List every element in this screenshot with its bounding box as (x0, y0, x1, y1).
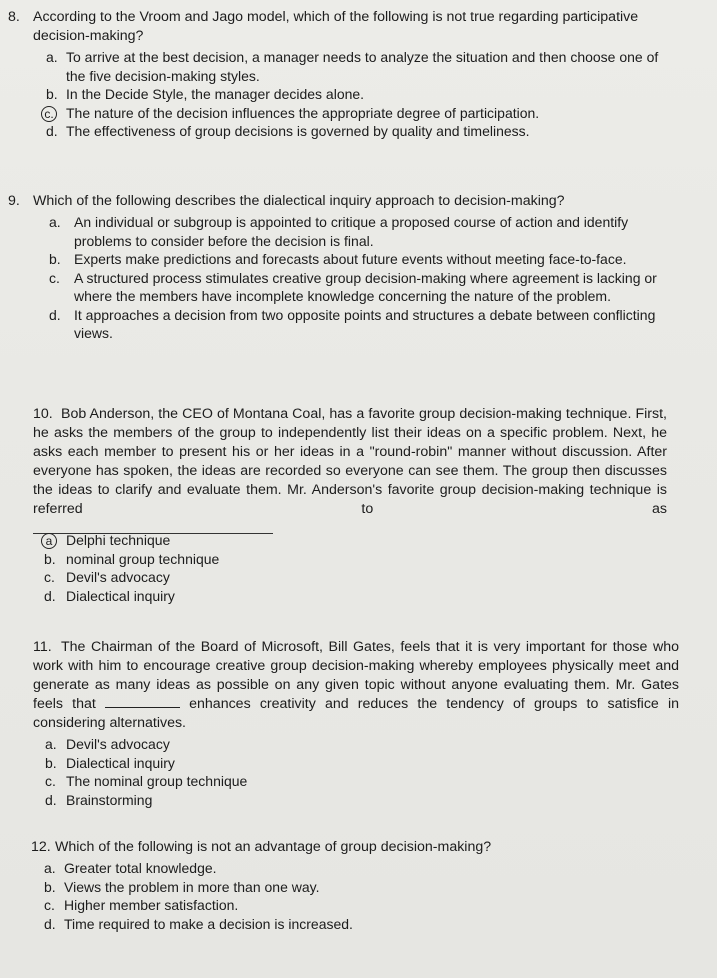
option-list (0, 859, 717, 933)
option-letter: a. (45, 736, 57, 752)
option-a[interactable] (0, 213, 717, 250)
option-d[interactable] (0, 915, 717, 934)
option-text: nominal group technique (66, 550, 220, 567)
option-text: Higher member satisfaction. (64, 897, 239, 913)
selected-answer-mark: c. (44, 104, 57, 123)
question-stem (0, 192, 717, 211)
question-number: 9. (8, 193, 20, 209)
option-text: The effectiveness of group decisions is governed by quality and timeliness. (66, 123, 530, 139)
option-text: Views the problem in more than one way. (64, 878, 320, 895)
option-text: A structured process stimulates creative group decision-making where agreement is lacking or where the members have incomplete knowledge concerning the nature of the problem. (74, 269, 657, 304)
option-text: The nominal group technique (66, 773, 248, 789)
question-12 (0, 838, 717, 933)
question-number: 8. (8, 9, 20, 25)
answer-blank[interactable] (105, 695, 180, 708)
option-letter: b. (44, 550, 56, 567)
option-text: Dialectical inquiry (66, 587, 175, 604)
option-list (0, 48, 717, 141)
option-c[interactable] (0, 104, 717, 123)
option-text: Delphi technique (66, 532, 171, 548)
option-letter: b. (49, 251, 61, 267)
question-number: 10. (33, 406, 53, 422)
option-list (0, 531, 717, 605)
option-list (0, 213, 717, 343)
option-text: Devil's advocacy (66, 736, 170, 752)
option-text: An individual or subgroup is appointed to critique a proposed course of action and identify problems to consider before the decision is final. (74, 214, 629, 249)
option-letter: b. (44, 878, 56, 895)
option-b[interactable] (0, 85, 717, 104)
option-d[interactable] (0, 306, 717, 343)
question-stem (0, 405, 717, 519)
option-letter: a. (46, 49, 58, 65)
question-stem (0, 638, 717, 733)
question-text: According to the Vroom and Jago model, which of the following is not true regarding participative decision-making? (33, 9, 639, 44)
question-text-part-2: enhances creativity and reduces the tendency of groups to satisfice in considering alternatives. (33, 696, 679, 731)
option-text: To arrive at the best decision, a manager needs to analyze the situation and then choose one of the five decision-making styles. (66, 49, 659, 84)
option-list (0, 735, 717, 809)
option-text: Greater total knowledge. (64, 860, 217, 876)
option-letter: d. (45, 791, 57, 808)
question-text: Which of the following describes the dialectical inquiry approach to decision-making? (33, 193, 565, 209)
option-letter: a. (44, 860, 56, 876)
option-b[interactable] (0, 754, 717, 773)
option-letter: d. (46, 123, 58, 139)
option-letter: c. (44, 569, 55, 585)
option-c[interactable] (0, 896, 717, 915)
question-10 (0, 405, 717, 605)
question-stem (0, 8, 717, 46)
option-a[interactable] (0, 48, 717, 85)
question-8 (0, 8, 717, 141)
option-text: Experts make predictions and forecasts about future events without meeting face-to-face. (74, 251, 627, 267)
question-text (0, 638, 717, 733)
option-letter: b. (46, 86, 58, 102)
option-c[interactable] (0, 568, 717, 587)
option-letter: d. (49, 306, 61, 323)
option-d[interactable] (0, 122, 717, 141)
option-text: Devil's advocacy (66, 569, 170, 585)
option-letter: a. (49, 214, 61, 230)
question-number: 12. (31, 839, 51, 855)
option-d[interactable] (0, 587, 717, 606)
option-text: In the Decide Style, the manager decides alone. (66, 86, 365, 102)
option-d[interactable] (0, 791, 717, 810)
question-stem (0, 838, 717, 857)
selected-answer-mark: a (44, 531, 57, 550)
option-text: The nature of the decision influences the appropriate degree of participation. (66, 104, 540, 121)
option-text: Time required to make a decision is increased. (64, 915, 353, 932)
option-letter: c. (45, 773, 56, 789)
option-letter: d. (44, 915, 56, 932)
question-text-part-1: The Chairman of the Board of Microsoft, Bill Gates, feels that it is very important for those who work with him to encourage creative group decision-making whereby employees physically meet and generate as many ideas as possible on any given topic without anyone evaluating them. Mr. Gates feels that (33, 639, 679, 712)
option-a[interactable] (0, 531, 717, 550)
option-c[interactable] (0, 269, 717, 306)
option-text: It approaches a decision from two opposite points and structures a debate between conflicting views. (74, 306, 656, 341)
option-c[interactable] (0, 772, 717, 791)
option-text: Dialectical inquiry (66, 754, 175, 771)
question-number: 11. (33, 639, 52, 655)
question-text: Bob Anderson, the CEO of Montana Coal, has a favorite group decision-making technique. First, he asks the members of the group to independently list their ideas on a specific problem. Next, he asks each member to present his or her ideas in a "round-robin" manner without discussion. After everyone has spoken, the ideas are recorded so everyone can see them. The group then discusses the ideas to clarify and evaluate them. Mr. Anderson's favorite group decision-making technique is referred to as (33, 406, 667, 517)
option-text: Brainstorming (66, 791, 153, 808)
question-9 (0, 192, 717, 343)
option-letter: b. (45, 754, 57, 771)
option-a[interactable] (0, 735, 717, 754)
option-b[interactable] (0, 250, 717, 269)
option-letter: c. (49, 269, 60, 286)
option-letter: d. (44, 587, 56, 604)
question-11 (0, 638, 717, 809)
option-letter: c. (44, 897, 55, 913)
option-b[interactable] (0, 550, 717, 569)
question-text: Which of the following is not an advantage of group decision-making? (55, 839, 492, 855)
option-b[interactable] (0, 878, 717, 897)
option-a[interactable] (0, 859, 717, 878)
